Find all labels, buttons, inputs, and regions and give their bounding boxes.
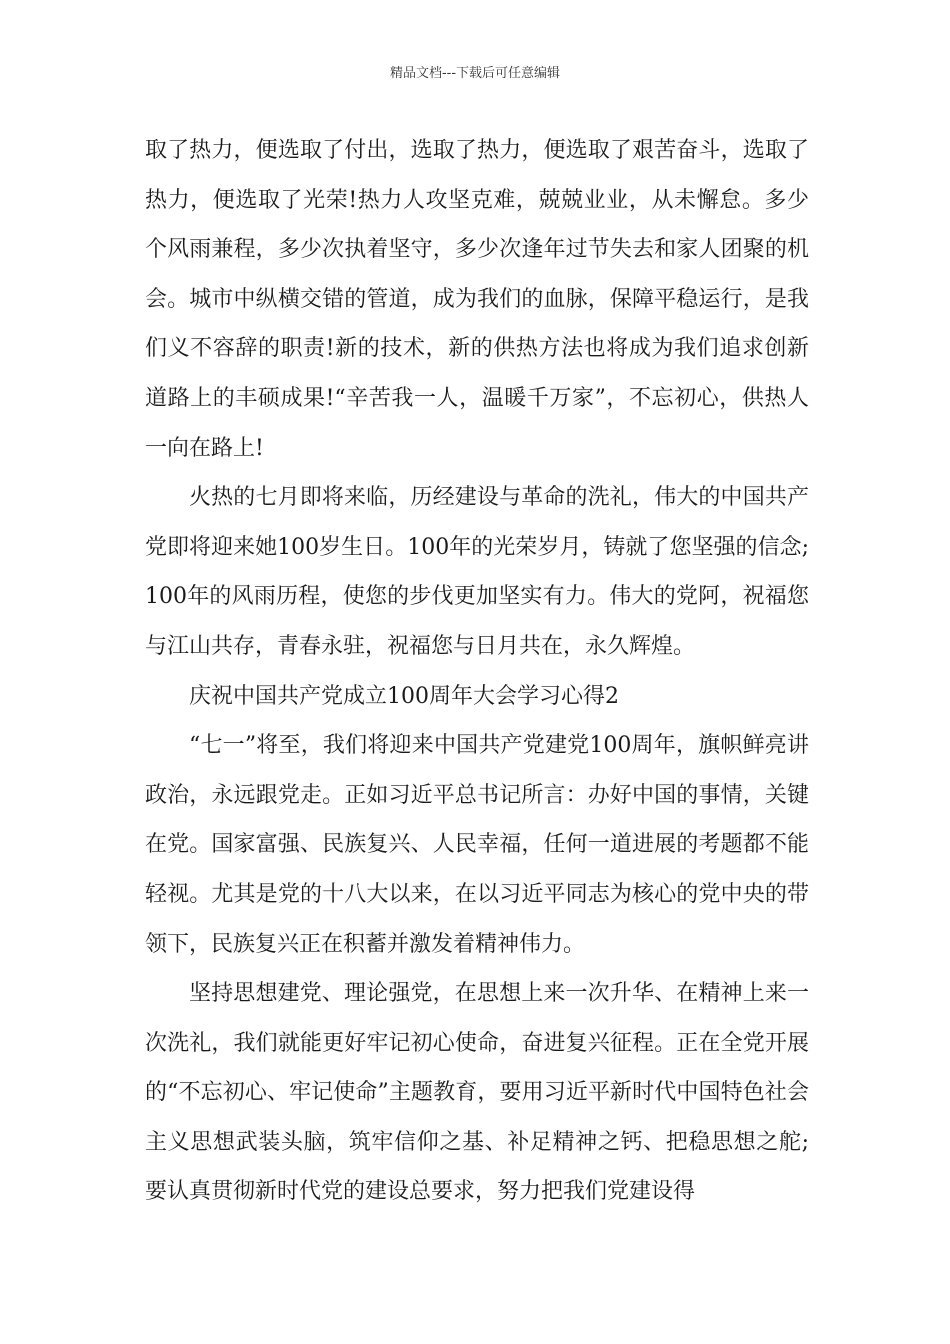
paragraph-2: 火热的七月即将来临，历经建设与革命的洗礼，伟大的中国共产党即将迎来她100岁生日。100年的光荣岁月，铸就了您坚强的信念;100年的风雨历程，使您的步伐更加坚实有力。伟大的党阿，祝福您与江山共存，青春永驻，祝福您与日月共在，永久辉煌。	[145, 485, 809, 659]
paragraph-3: “七一”将至，我们将迎来中国共产党建党100周年，旗帜鲜亮讲政治，永远跟党走。正如习近平总书记所言：办好中国的事情，关键在党。国家富强、民族复兴、人民幸福，任何一道进展的考题都不能轻视。尤其是党的十八大以来，在以习近平同志为核心的党中央的带领下，民族复兴正在积蓄并激发着精神伟力。	[145, 733, 809, 957]
section-heading: 庆祝中国共产党成立100周年大会学习心得2	[189, 683, 619, 709]
paragraph-1: 取了热力，便选取了付出，选取了热力，便选取了艰苦奋斗，选取了热力，便选取了光荣!热力人攻坚克难，兢兢业业，从未懈怠。多少个风雨兼程，多少次执着坚守，多少次逢年过节失去和家人团聚的机会。城市中纵横交错的管道，成为我们的血脉，保障平稳运行，是我们义不容辞的职责!新的技术，新的供热方法也将成为我们追求创新道路上的丰硕成果!“辛苦我一人，温暖千万家”，不忘初心，供热人一向在路上!	[145, 138, 809, 461]
page-header: 精品文档---下载后可任意编辑	[389, 66, 561, 81]
document-body	[145, 126, 809, 1217]
paragraph-4: 坚持思想建党、理论强党，在思想上来一次升华、在精神上来一次洗礼，我们就能更好牢记初心使命，奋进复兴征程。正在全党开展的“不忘初心、牢记使命”主题教育，要用习近平新时代中国特色社会主义思想武装头脑，筑牢信仰之基、补足精神之钙、把稳思想之舵;要认真贯彻新时代党的建设总要求，努力把我们党建设得	[145, 981, 809, 1205]
